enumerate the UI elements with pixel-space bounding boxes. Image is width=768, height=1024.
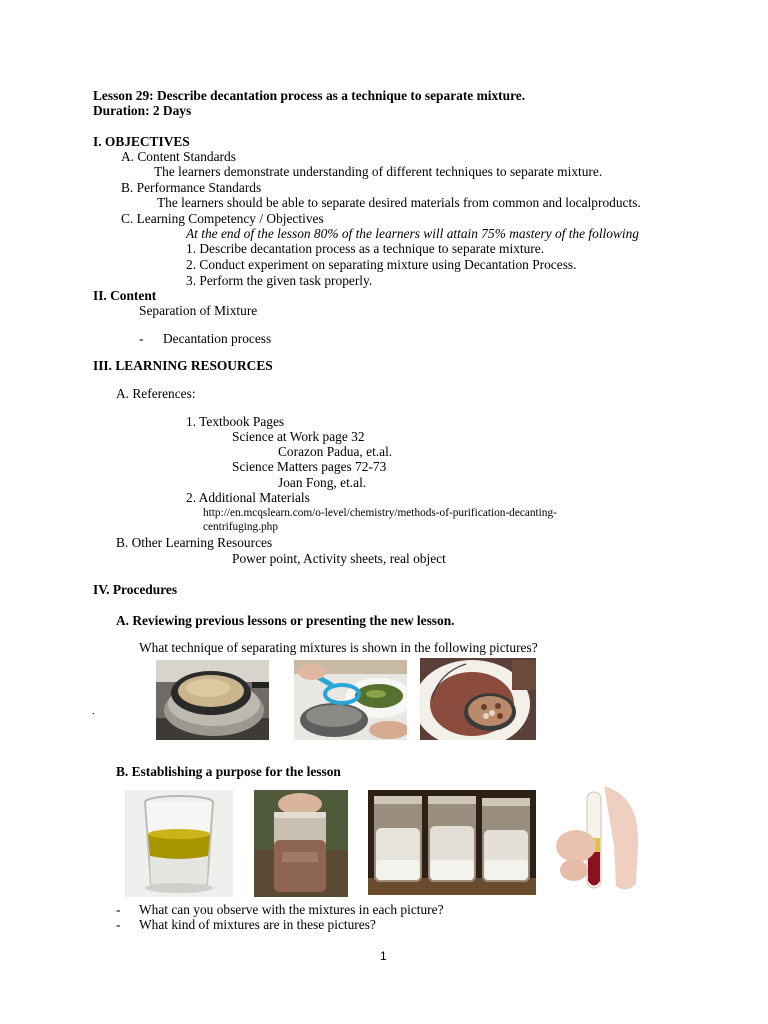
competency-intro: At the end of the lesson 80% of the learners will attain 75% mastery of the following bbox=[186, 226, 640, 241]
procedures-heading: IV. Procedures bbox=[93, 582, 178, 597]
other-resources-label: B. Other Learning Resources bbox=[116, 535, 273, 550]
sieve-seeds-photo bbox=[420, 658, 536, 740]
additional-materials-label: 2. Additional Materials bbox=[186, 490, 310, 505]
question-item: What can you observe with the mixtures in each picture? bbox=[139, 902, 444, 917]
procedure-a-question: What technique of separating mixtures is shown in the following pictures? bbox=[139, 640, 538, 655]
references-label: A. References: bbox=[116, 386, 196, 401]
muddy-water-jar-photo bbox=[254, 790, 348, 897]
resources-heading: III. LEARNING RESOURCES bbox=[93, 358, 273, 373]
strainer-pouring-photo bbox=[294, 660, 407, 740]
content-topic: Separation of Mixture bbox=[139, 303, 258, 318]
lesson-title: Lesson 29: Describe decantation process as a technique to separate mixture. bbox=[93, 88, 526, 103]
content-standards-text: The learners demonstrate understanding of different techniques to separate mixture. bbox=[154, 164, 603, 179]
objectives-heading: I. OBJECTIVES bbox=[93, 134, 190, 149]
book-title: Science Matters pages 72-73 bbox=[232, 459, 387, 474]
question-marker: - bbox=[116, 902, 121, 917]
performance-standards-text: The learners should be able to separate desired materials from common and localproducts. bbox=[157, 195, 641, 210]
objective-item: 1. Describe decantation process as a technique to separate mixture. bbox=[186, 241, 545, 256]
sieve-grains-photo bbox=[156, 660, 269, 740]
reference-url: http://en.mcqslearn.com/o-level/chemistry/methods-of-purification-decanting- bbox=[203, 507, 557, 519]
stray-mark: . bbox=[92, 706, 95, 717]
content-standards-label: A. Content Standards bbox=[121, 149, 236, 164]
content-subtopic: Decantation process bbox=[163, 331, 272, 346]
textbook-label: 1. Textbook Pages bbox=[186, 414, 285, 429]
oil-water-glass-photo bbox=[125, 790, 233, 897]
content-heading: II. Content bbox=[93, 288, 157, 303]
book-author: Corazon Padua, et.al. bbox=[278, 444, 393, 459]
performance-standards-label: B. Performance Standards bbox=[121, 180, 262, 195]
reference-url-continued: centrifuging.php bbox=[203, 521, 278, 533]
procedure-b-label: B. Establishing a purpose for the lesson bbox=[116, 764, 341, 779]
objective-item: 3. Perform the given task properly. bbox=[186, 273, 373, 288]
book-title: Science at Work page 32 bbox=[232, 429, 365, 444]
question-marker: - bbox=[116, 917, 121, 932]
test-tube-photo bbox=[556, 786, 640, 897]
procedure-a-label: A. Reviewing previous lessons or presenting the new lesson. bbox=[116, 613, 455, 628]
three-jars-photo bbox=[368, 790, 536, 895]
other-resources-text: Power point, Activity sheets, real object bbox=[232, 551, 446, 566]
objective-item: 2. Conduct experiment on separating mixture using Decantation Process. bbox=[186, 257, 577, 272]
book-author: Joan Fong, et.al. bbox=[278, 475, 367, 490]
question-item: What kind of mixtures are in these pictures? bbox=[139, 917, 376, 932]
bullet-marker: - bbox=[139, 331, 144, 346]
lesson-duration: Duration: 2 Days bbox=[93, 103, 192, 118]
competency-label: C. Learning Competency / Objectives bbox=[121, 211, 324, 226]
page-number: 1 bbox=[380, 949, 387, 963]
